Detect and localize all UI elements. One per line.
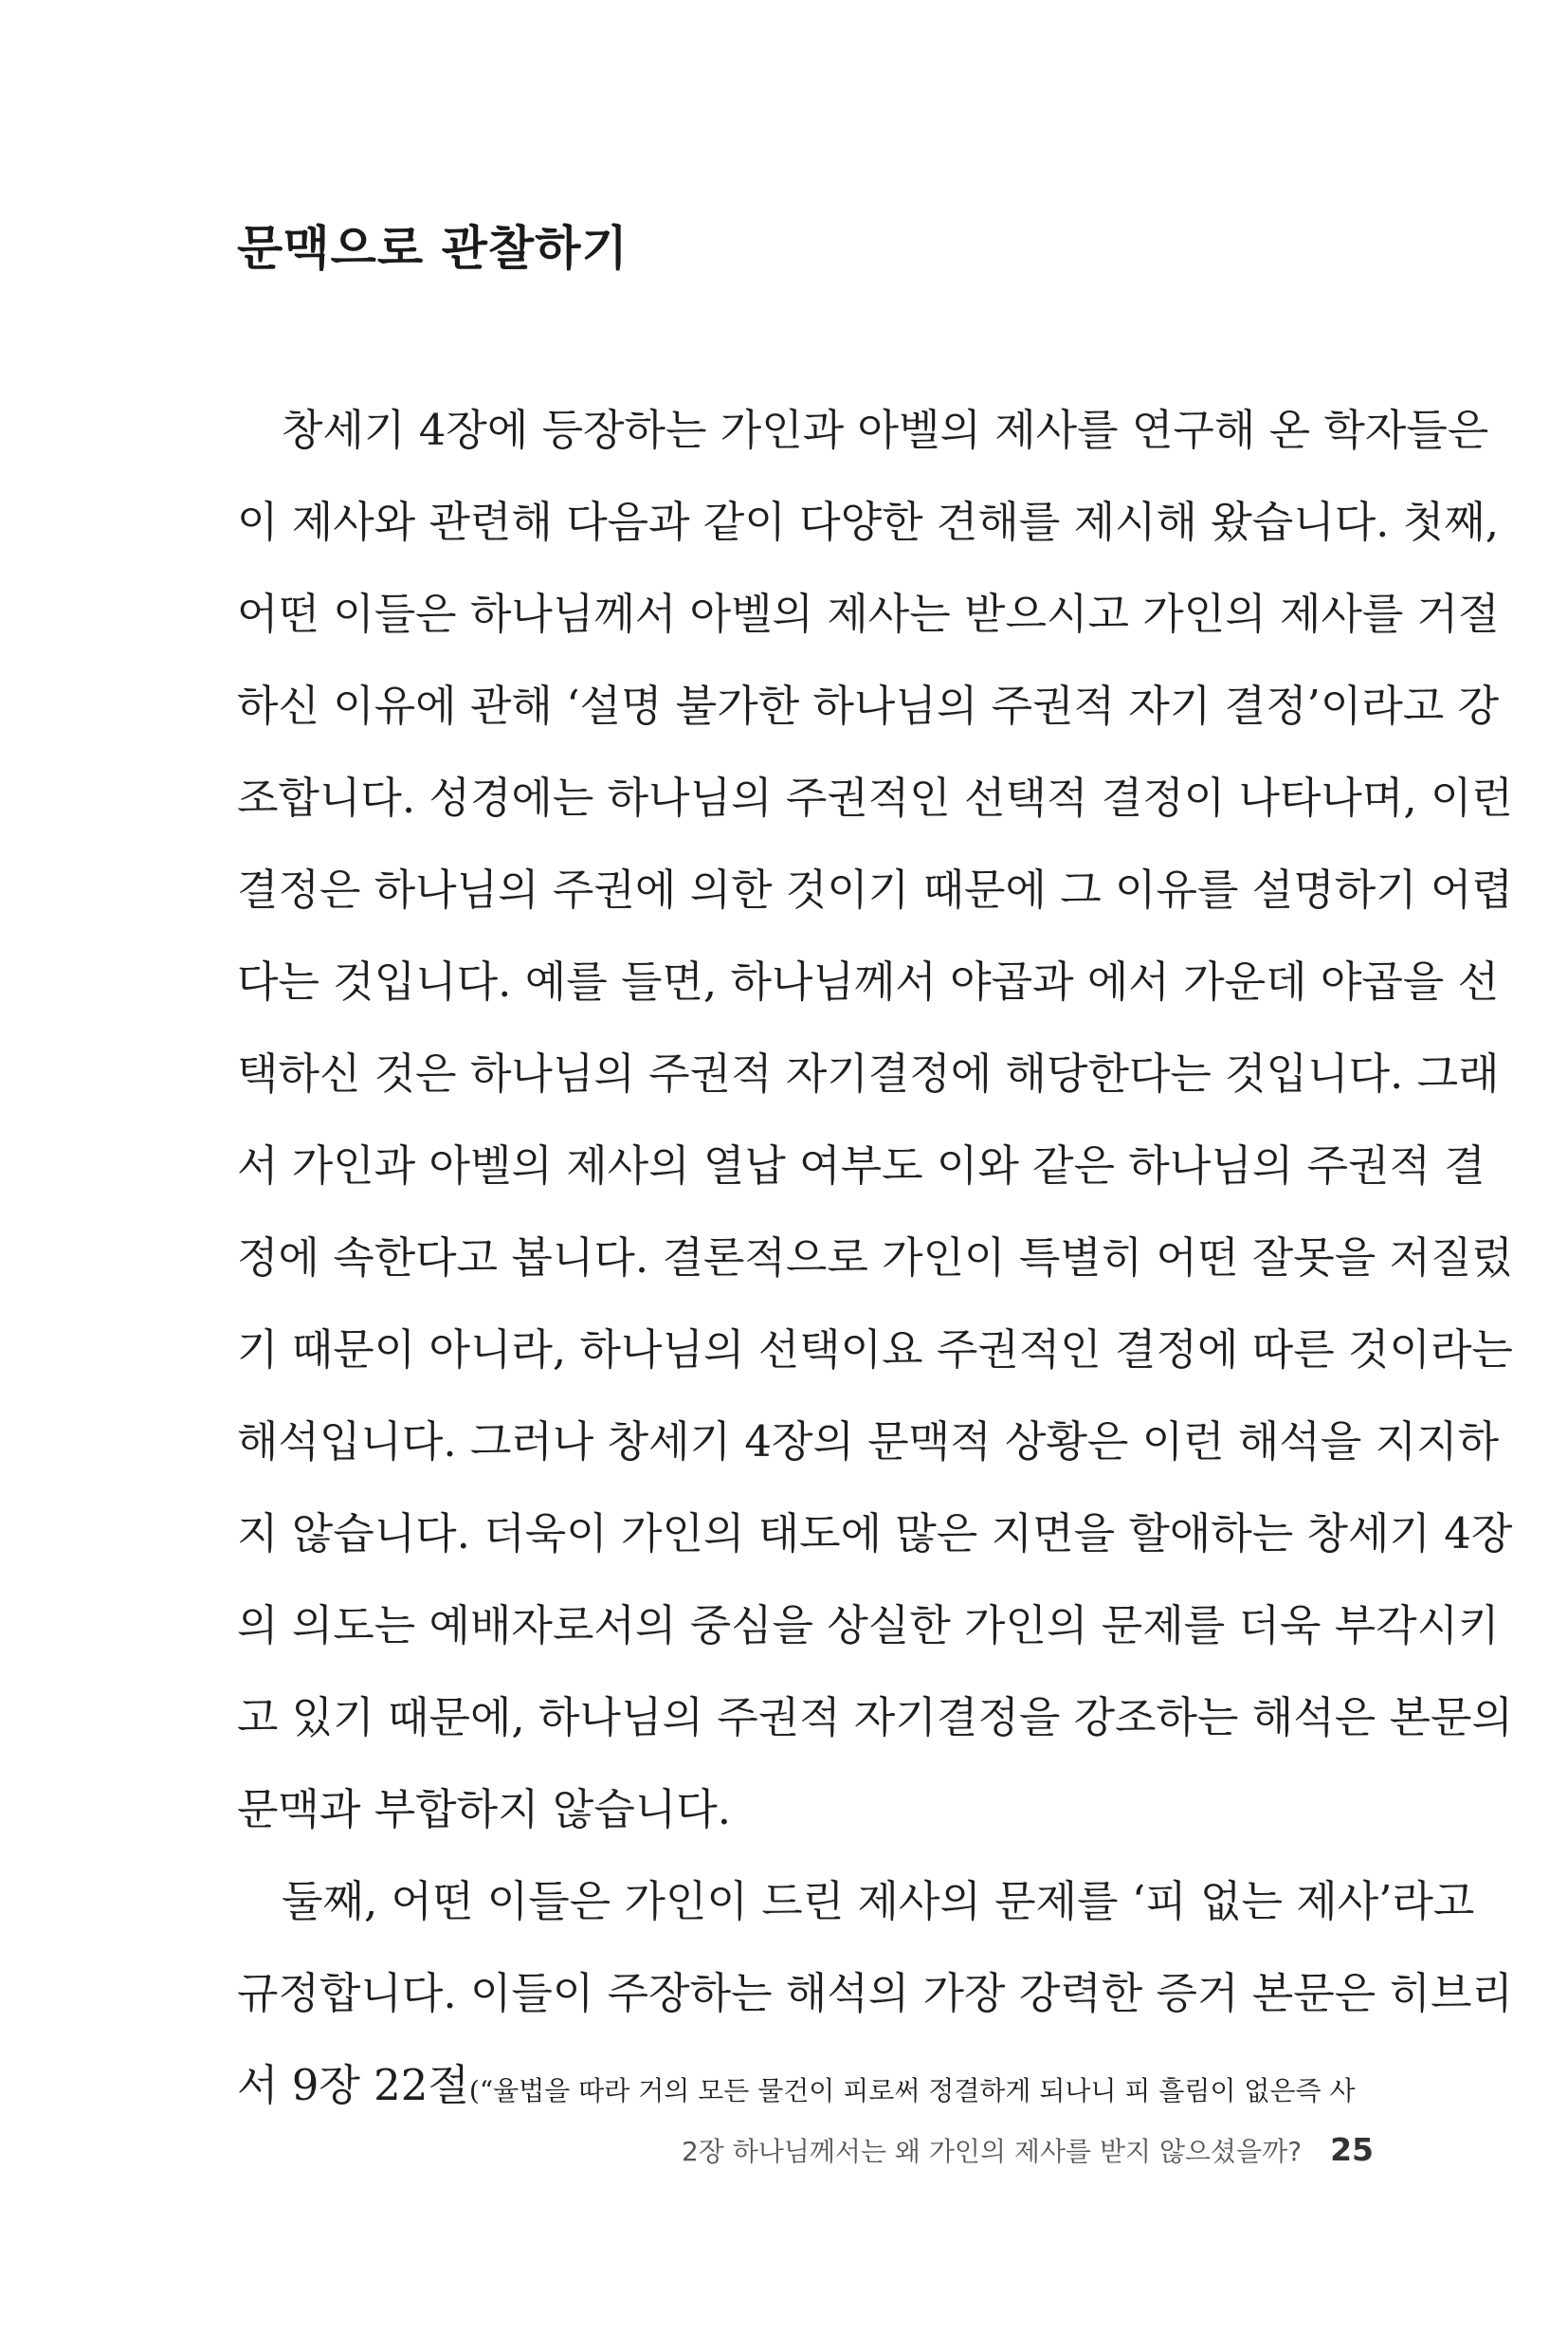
paragraph-line: 고 있기 때문에, 하나님의 주권적 자기결정을 강조하는 해석은 본문의 <box>237 1692 1513 1742</box>
paragraph-line: 택하신 것은 하나님의 주권적 자기결정에 해당한다는 것입니다. 그래 <box>237 1048 1500 1099</box>
citation-reference: 서 9장 22절 <box>237 2060 469 2110</box>
paragraph-line: 조합니다. 성경에는 하나님의 주권적인 선택적 결정이 나타나며, 이런 <box>237 773 1513 823</box>
section-heading: 문맥으로 관찰하기 <box>237 221 629 276</box>
paragraph-line: 기 때문이 아니라, 하나님의 선택이요 주권적인 결정에 따른 것이라는 <box>237 1324 1513 1375</box>
paragraph-line: 하신 이유에 관해 ‘설명 불가한 하나님의 주권적 자기 결정’이라고 강 <box>237 681 1500 731</box>
paragraph-line: 서 가인과 아벨의 제사의 열납 여부도 이와 같은 하나님의 주권적 결 <box>237 1140 1486 1191</box>
paragraph-line: 다는 것입니다. 예를 들면, 하나님께서 야곱과 에서 가운데 야곱을 선 <box>237 957 1500 1007</box>
paragraph-line: 결정은 하나님의 주권에 의한 것이기 때문에 그 이유를 설명하기 어렵 <box>237 865 1513 915</box>
paragraph-line-with-citation <box>237 2039 1375 2131</box>
page-footer <box>682 2131 1374 2169</box>
paragraph-line: 문맥과 부합하지 않습니다. <box>237 1784 732 1834</box>
page-number: 25 <box>1330 2131 1374 2168</box>
citation-quote: (“율법을 따라 거의 모든 물건이 피로써 정결하게 되나니 피 흘림이 없은즉 사 <box>468 2075 1356 2106</box>
paragraph-line: 규정합니다. 이들이 주장하는 해석의 가장 강력한 증거 본문은 히브리 <box>237 1968 1513 2018</box>
paragraph-line: 이 제사와 관련해 다음과 같이 다양한 견해를 제시해 왔습니다. 첫째, <box>237 497 1500 547</box>
running-chapter-title: 2장 하나님께서는 왜 가인의 제사를 받지 않으셨을까? <box>681 2136 1303 2167</box>
paragraph-line: 지 않습니다. 더욱이 가인의 태도에 많은 지면을 할애하는 창세기 4장 <box>237 1508 1513 1558</box>
body-text <box>237 384 1513 2131</box>
paragraph-line: 정에 속한다고 봅니다. 결론적으로 가인이 특별히 어떤 잘못을 저질렀 <box>237 1232 1513 1283</box>
paragraph-line: 어떤 이들은 하나님께서 아벨의 제사는 받으시고 가인의 제사를 거절 <box>237 589 1500 639</box>
paragraph-line: 둘째, 어떤 이들은 가인이 드린 제사의 문제를 ‘피 없는 제사’라고 <box>282 1876 1475 1926</box>
paragraph-line: 해석입니다. 그러나 창세기 4장의 문맥적 상황은 이런 해석을 지지하 <box>237 1416 1500 1467</box>
paragraph-line: 창세기 4장에 등장하는 가인과 아벨의 제사를 연구해 온 학자들은 <box>282 405 1489 455</box>
paragraph-line: 의 의도는 예배자로서의 중심을 상실한 가인의 문제를 더욱 부각시키 <box>237 1600 1500 1650</box>
